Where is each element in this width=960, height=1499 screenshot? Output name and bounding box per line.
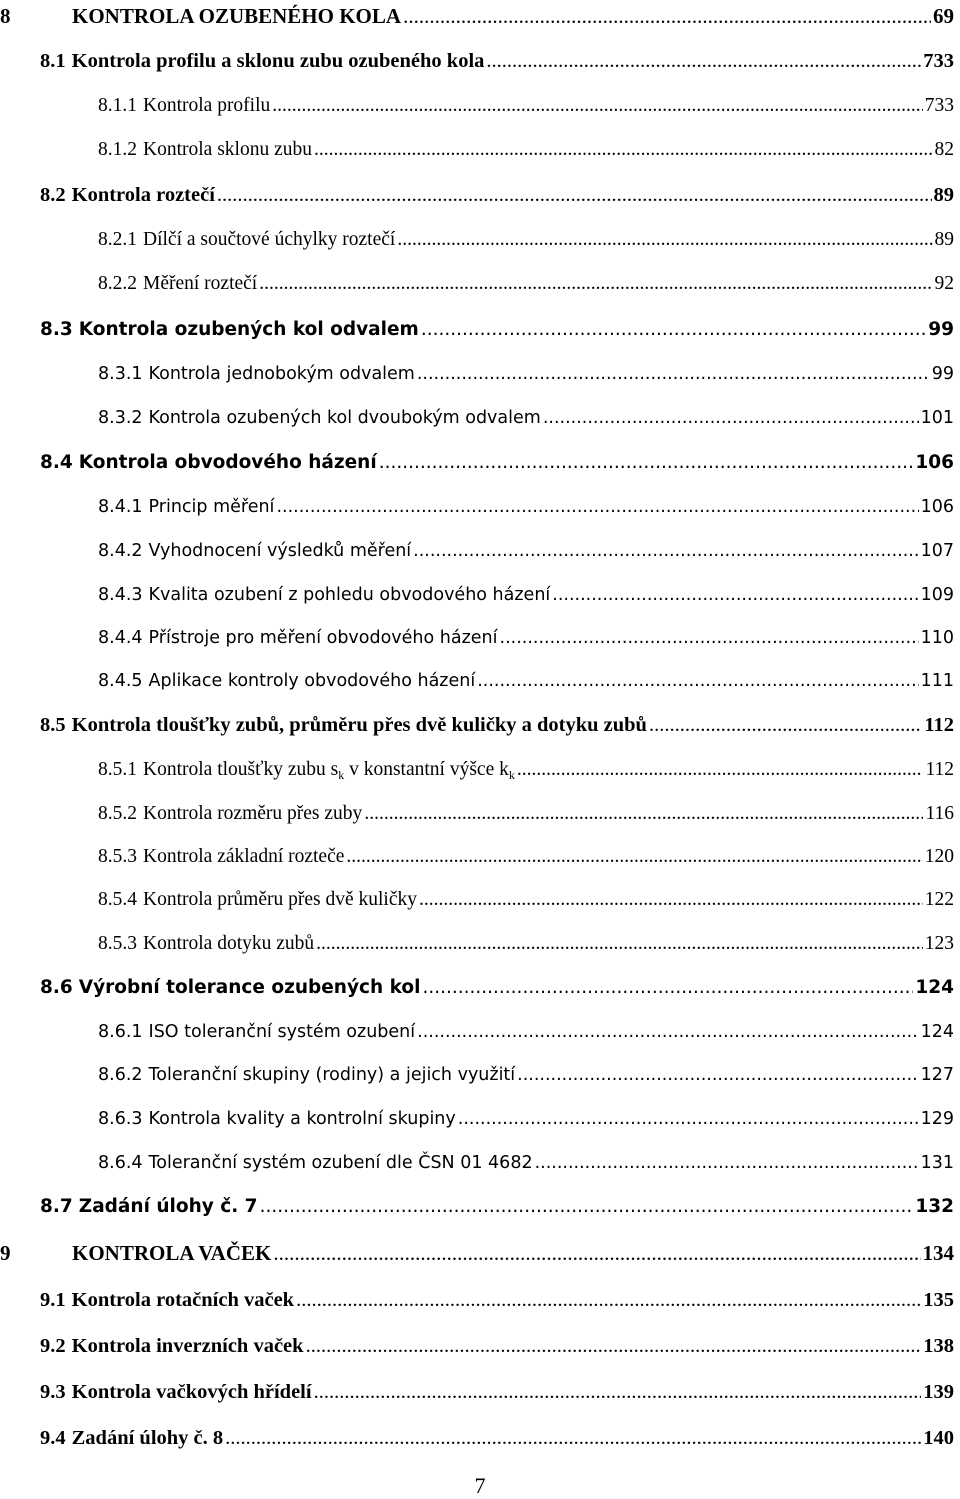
toc-page: 106 bbox=[920, 497, 954, 517]
toc-entry-8-2[interactable] bbox=[40, 183, 954, 207]
toc-page: 122 bbox=[924, 889, 954, 910]
toc-page: 116 bbox=[925, 803, 954, 824]
toc-entry-9-1[interactable] bbox=[40, 1288, 954, 1312]
toc-entry-9-2[interactable] bbox=[40, 1334, 954, 1358]
toc-number: 8.1 bbox=[40, 50, 66, 72]
leader-dots bbox=[403, 4, 931, 28]
leader-dots bbox=[379, 451, 914, 475]
leader-dots bbox=[417, 362, 930, 386]
toc-entry-9-3[interactable] bbox=[40, 1380, 954, 1404]
toc-number: 8.3.1 bbox=[98, 364, 143, 384]
toc-number: 8.6 bbox=[40, 977, 73, 998]
toc-title: Měření roztečí bbox=[143, 273, 258, 294]
toc-page: 69 bbox=[933, 4, 954, 28]
toc-number: 8.4.1 bbox=[98, 497, 143, 517]
toc-title: Kontrola průměru přes dvě kuličky bbox=[143, 889, 418, 910]
toc-page: 131 bbox=[920, 1153, 954, 1173]
leader-dots bbox=[364, 802, 923, 826]
toc-title: ISO toleranční systém ozubení bbox=[148, 1022, 416, 1042]
toc-number: 8.5.2 bbox=[98, 803, 137, 824]
leader-dots bbox=[306, 1334, 922, 1358]
toc-entry-8-1-2[interactable] bbox=[98, 138, 954, 162]
leader-dots bbox=[296, 1288, 921, 1312]
toc-title: KONTROLA OZUBENÉHO KOLA bbox=[72, 4, 402, 28]
leader-dots bbox=[259, 272, 932, 296]
toc-number: 8.2.2 bbox=[98, 273, 137, 294]
toc-number: 9.2 bbox=[40, 1335, 66, 1357]
leader-dots bbox=[346, 845, 922, 869]
toc-page: 107 bbox=[920, 541, 954, 561]
leader-dots bbox=[272, 94, 922, 118]
toc-title: Kontrola základní rozteče bbox=[143, 846, 345, 867]
toc-entry-8-4-2[interactable] bbox=[98, 539, 954, 563]
toc-entry-8-5-3b[interactable] bbox=[98, 932, 954, 956]
toc-entry-8-6-1[interactable] bbox=[98, 1020, 954, 1044]
toc-number: 8.5.3 bbox=[98, 933, 137, 954]
toc-number: 8.1.2 bbox=[98, 139, 137, 160]
toc-entry-8-6-4[interactable] bbox=[98, 1151, 954, 1175]
leader-dots bbox=[260, 1195, 914, 1219]
toc-number: 8.4.2 bbox=[98, 541, 143, 561]
toc-entry-8-7[interactable] bbox=[40, 1195, 954, 1219]
toc-title: Výrobní tolerance ozubených kol bbox=[78, 977, 421, 998]
toc-title: Kontrola jednobokým odvalem bbox=[148, 364, 415, 384]
toc-page: 733 bbox=[924, 95, 954, 116]
toc-title: Kontrola rotačních vaček bbox=[71, 1289, 295, 1311]
toc-number: 8.2.1 bbox=[98, 229, 137, 250]
toc-title: KONTROLA VAČEK bbox=[72, 1241, 272, 1265]
toc-title: Vyhodnocení výsledků měření bbox=[148, 541, 412, 561]
toc-number: 9.3 bbox=[40, 1381, 66, 1403]
toc-number: 8.6.2 bbox=[98, 1065, 143, 1085]
toc-number: 8.2 bbox=[40, 184, 66, 206]
toc-page: 112 bbox=[924, 714, 954, 736]
toc-number: 8.4.3 bbox=[98, 585, 143, 605]
toc-title: Kontrola ozubených kol dvoubokým odvalem bbox=[148, 408, 541, 428]
leader-dots bbox=[552, 583, 918, 607]
toc-page: 140 bbox=[923, 1427, 954, 1449]
toc-entry-8-4-4[interactable] bbox=[98, 626, 954, 650]
toc-page: 120 bbox=[924, 846, 954, 867]
toc-page: 124 bbox=[915, 977, 954, 998]
toc-page: 89 bbox=[934, 229, 954, 250]
toc-title: Kontrola kvality a kontrolní skupiny bbox=[148, 1109, 456, 1129]
toc-entry-8-6-3[interactable] bbox=[98, 1107, 954, 1131]
subscript: k bbox=[508, 768, 515, 782]
toc-number: 8.3 bbox=[40, 319, 73, 340]
leader-dots bbox=[421, 318, 926, 342]
toc-title: Kvalita ozubení z pohledu obvodového házení bbox=[148, 585, 551, 605]
toc-entry-8-6[interactable] bbox=[40, 976, 954, 1000]
toc-page: 132 bbox=[915, 1196, 954, 1217]
toc-title: Kontrola vačkových hřídelí bbox=[71, 1381, 312, 1403]
toc-entry-8-1[interactable] bbox=[40, 49, 954, 73]
toc-page: 127 bbox=[920, 1065, 954, 1085]
leader-dots bbox=[316, 932, 923, 956]
toc-entry-8-2-1[interactable] bbox=[98, 228, 954, 252]
toc-number: 8.3.2 bbox=[98, 408, 143, 428]
toc-number: 8.5 bbox=[40, 714, 66, 736]
toc-page: 106 bbox=[915, 452, 954, 473]
toc-entry-8-1-1[interactable] bbox=[98, 94, 954, 118]
toc-page: 92 bbox=[934, 273, 954, 294]
toc-title: Kontrola tloušťky zubu $s_k$ v konstantní výšce $k_k$ bbox=[143, 759, 515, 782]
toc-title: Kontrola tloušťky zubů, průměru přes dvě kuličky a dotyku zubů bbox=[71, 714, 647, 736]
toc-entry-8-5-2[interactable] bbox=[98, 802, 954, 826]
toc-number: 8.5.4 bbox=[98, 889, 137, 910]
toc-page: 124 bbox=[920, 1022, 954, 1042]
toc-number: 9.4 bbox=[40, 1427, 66, 1449]
toc-entry-8-5-3[interactable] bbox=[98, 845, 954, 869]
toc-number: 8.6.1 bbox=[98, 1022, 143, 1042]
toc-number: 9.1 bbox=[40, 1289, 66, 1311]
toc-number: 8.5.3 bbox=[98, 846, 137, 867]
toc-page: 733 bbox=[923, 50, 954, 72]
toc-page: 129 bbox=[920, 1109, 954, 1129]
toc-title: Toleranční systém ozubení dle ČSN 01 4682 bbox=[148, 1153, 533, 1173]
leader-dots bbox=[486, 49, 921, 73]
toc-title: Toleranční skupiny (rodiny) a jejich využití bbox=[148, 1065, 516, 1085]
toc-number: 8.4.4 bbox=[98, 628, 143, 648]
leader-dots bbox=[458, 1107, 919, 1131]
leader-dots bbox=[649, 713, 922, 737]
toc-number: 8.7 bbox=[40, 1196, 73, 1217]
leader-dots bbox=[413, 539, 918, 563]
toc-title: Kontrola dotyku zubů bbox=[143, 933, 315, 954]
toc-entry-8-6-2[interactable] bbox=[98, 1063, 954, 1087]
toc-number: 8.6.4 bbox=[98, 1153, 143, 1173]
toc-number: 8.1.1 bbox=[98, 95, 137, 116]
toc-page: 111 bbox=[920, 671, 954, 691]
toc-number: 8.4.5 bbox=[98, 671, 143, 691]
toc-entry-9[interactable] bbox=[0, 1241, 954, 1265]
toc-title: Kontrola profilu a sklonu zubu ozubeného kola bbox=[71, 50, 485, 72]
toc-entry-8-4-5[interactable] bbox=[98, 669, 954, 693]
leader-dots bbox=[417, 1020, 918, 1044]
leader-dots bbox=[314, 138, 933, 162]
leader-dots bbox=[517, 758, 924, 782]
toc-title: Dílčí a součtové úchylky roztečí bbox=[143, 229, 396, 250]
toc-entry-9-4[interactable] bbox=[40, 1426, 954, 1450]
toc-title: Kontrola roztečí bbox=[71, 184, 215, 206]
toc-page: 109 bbox=[920, 585, 954, 605]
toc-entry-8-3-1[interactable] bbox=[98, 362, 954, 386]
toc-page: 101 bbox=[920, 408, 954, 428]
toc-title: Kontrola profilu bbox=[143, 95, 271, 116]
toc-page: 82 bbox=[934, 139, 954, 160]
toc-title: Kontrola obvodového házení bbox=[78, 452, 377, 473]
toc-title: Přístroje pro měření obvodového házení bbox=[148, 628, 498, 648]
toc-page: 135 bbox=[923, 1289, 954, 1311]
toc-page: 89 bbox=[933, 184, 954, 206]
toc-page: 110 bbox=[920, 628, 954, 648]
leader-dots bbox=[397, 228, 932, 252]
toc-title: Aplikace kontroly obvodového házení bbox=[148, 671, 476, 691]
toc-entry-8-4[interactable] bbox=[40, 451, 954, 475]
toc-entry-8-5-4[interactable] bbox=[98, 888, 954, 912]
toc-entry-8-2-2[interactable] bbox=[98, 272, 954, 296]
page-number: 7 bbox=[474, 1473, 486, 1498]
leader-dots bbox=[543, 406, 919, 430]
toc-entry-8-4-1[interactable] bbox=[98, 495, 954, 519]
toc-number: 8.5.1 bbox=[98, 759, 137, 780]
toc-page: 138 bbox=[923, 1335, 954, 1357]
toc-title: Kontrola ozubených kol odvalem bbox=[78, 319, 419, 340]
leader-dots bbox=[422, 976, 913, 1000]
toc-title: Princip měření bbox=[148, 497, 275, 517]
toc-entry-8-4-3[interactable] bbox=[98, 583, 954, 607]
leader-dots bbox=[273, 1241, 920, 1265]
leader-dots bbox=[314, 1380, 922, 1404]
toc-page: 139 bbox=[923, 1381, 954, 1403]
toc-title: Zadání úlohy č. 8 bbox=[71, 1427, 224, 1449]
leader-dots bbox=[217, 183, 932, 207]
toc-number: 8 bbox=[0, 4, 11, 28]
toc-number: 8.6.3 bbox=[98, 1109, 143, 1129]
toc-page: 99 bbox=[928, 319, 954, 340]
leader-dots bbox=[276, 495, 918, 519]
subscript: k bbox=[338, 768, 345, 782]
toc-title: Kontrola inverzních vaček bbox=[71, 1335, 304, 1357]
toc-entry-8-5-1[interactable] bbox=[98, 758, 954, 783]
toc-entry-8-3-2[interactable] bbox=[98, 406, 954, 430]
toc-entry-8-5[interactable] bbox=[40, 713, 954, 737]
toc-entry-8-3[interactable] bbox=[40, 318, 954, 342]
toc-title: Zadání úlohy č. 7 bbox=[78, 1196, 258, 1217]
toc-number: 9 bbox=[0, 1241, 11, 1265]
leader-dots bbox=[535, 1151, 919, 1175]
toc-page: 112 bbox=[925, 759, 954, 780]
toc-page: 123 bbox=[924, 933, 954, 954]
toc-page: 134 bbox=[922, 1241, 954, 1265]
leader-dots bbox=[500, 626, 919, 650]
leader-dots bbox=[477, 669, 918, 693]
toc-entry-8[interactable] bbox=[0, 4, 954, 28]
toc-title: Kontrola sklonu zubu bbox=[143, 139, 312, 160]
toc-number: 8.4 bbox=[40, 452, 73, 473]
toc-page: 99 bbox=[931, 364, 954, 384]
leader-dots bbox=[517, 1063, 918, 1087]
leader-dots bbox=[225, 1426, 921, 1450]
leader-dots bbox=[419, 888, 923, 912]
toc-title: Kontrola rozměru přes zuby bbox=[143, 803, 363, 824]
